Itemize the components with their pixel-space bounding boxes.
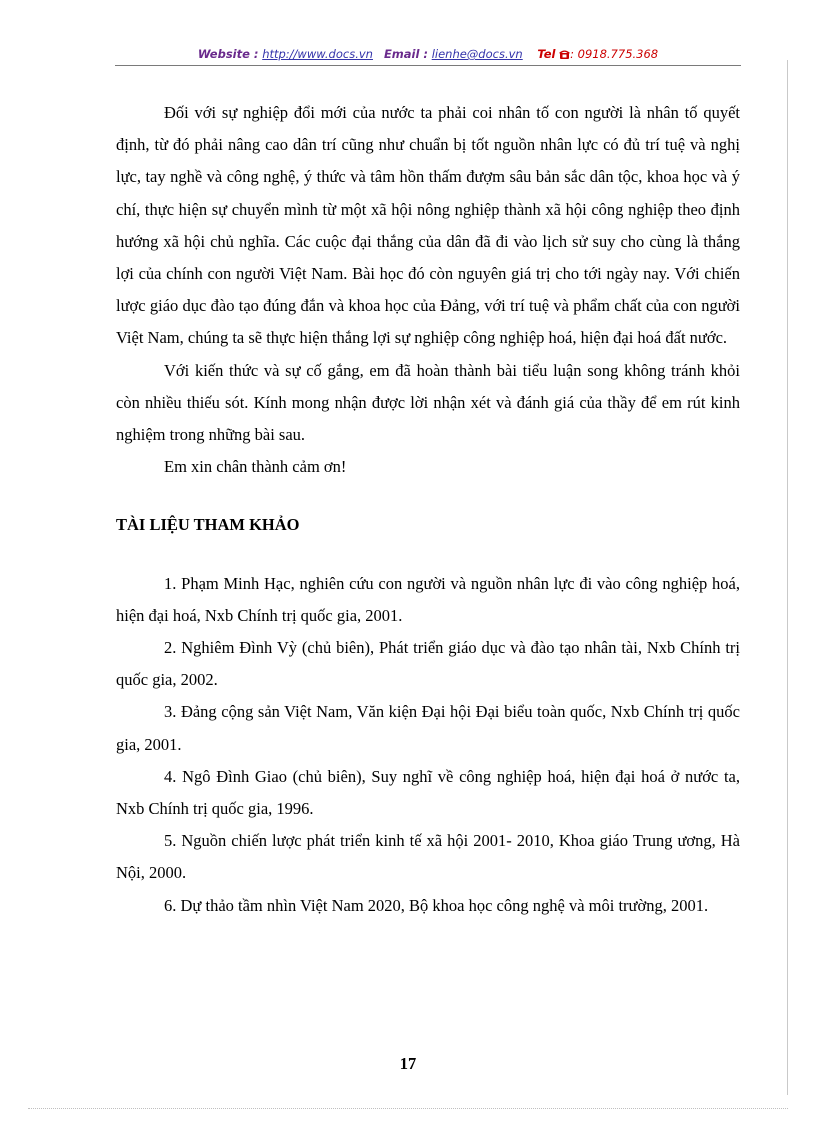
phone-icon — [559, 49, 570, 59]
document-body — [116, 97, 740, 922]
website-label: Website : — [197, 47, 259, 61]
email-separator: : — [419, 47, 429, 61]
page-header — [115, 47, 741, 61]
page-number: 17 — [399, 1054, 417, 1073]
reference-item: 6. Dự thảo tầm nhìn Việt Nam 2020, Bộ khoa học công nghệ và môi trường, 2001. — [164, 895, 709, 915]
header-rule — [115, 65, 741, 66]
references-title: TÀI LIỆU THAM KHẢO — [116, 515, 300, 535]
paragraph: Với kiến thức và sự cố gắng, em đã hoàn thành bài tiểu luận song không tránh khỏi còn nhiều thiếu sót. Kính mong nhận được lời nhận xét và đánh giá của thầy để em rút kinh nghiệm trong những bài sau. — [116, 360, 740, 445]
website-link[interactable]: http://www.docs.vn — [262, 47, 373, 61]
reference-item: 3. Đảng cộng sản Việt Nam, Văn kiện Đại hội Đại biểu toàn quốc, Nxb Chính trị quốc gia, 2001. — [116, 702, 740, 754]
paragraph: Đối với sự nghiệp đổi mới của nước ta phải coi nhân tố con người là nhân tố quyết định, từ đó phải nâng cao dân trí cũng như chuẩn bị tốt nguồn nhân lực có đủ trí tuệ và nghị lực, tay nghề và công nghệ, ý thức và tâm hồn thấm đượm sâu bản sắc dân tộc, khoa học và ý chí, thực hiện sự chuyển mình từ một xã hội nông nghiệp thành xã hội công nghiệp theo định hướng xã hội chủ nghĩa. Các cuộc đại thắng của dân đã đi vào lịch sử suy cho cùng là thắng lợi của chính con người Việt Nam. Bài học đó còn nguyên giá trị cho tới ngày nay. Với chiến lược giáo dục đào tạo đúng đắn và khoa học của Đảng, với trí tuệ và phẩm chất của con người Việt Nam, chúng ta sẽ thực hiện thắng lợi sự nghiệp công nghiệp hoá, hiện đại hoá đất nước. — [116, 103, 740, 348]
reference-item: 4. Ngô Đình Giao (chủ biên), Suy nghĩ về công nghiệp hoá, hiện đại hoá ở nước ta, Nxb Chính trị quốc gia, 1996. — [116, 766, 740, 819]
tel-value: : 0918.775.368 — [570, 47, 659, 61]
tel-label: Tel — [537, 47, 556, 61]
bottom-divider — [28, 1108, 788, 1109]
reference-item: 5. Nguồn chiến lược phát triển kinh tế xã hội 2001- 2010, Khoa giáo Trung ương, Hà Nội, 2000. — [116, 831, 740, 883]
reference-item: 2. Nghiêm Đình Vỳ (chủ biên), Phát triển giáo dục và đào tạo nhân tài, Nxb Chính trị quốc gia, 2002. — [116, 638, 740, 690]
page-border — [787, 60, 788, 1095]
paragraph: Em xin chân thành cảm ơn! — [164, 457, 347, 477]
reference-item: 1. Phạm Minh Hạc, nghiên cứu con người và nguồn nhân lực đi vào công nghiệp hoá, hiện đại hoá, Nxb Chính trị quốc gia, 2001. — [116, 573, 740, 625]
email-label: Email — [383, 47, 420, 61]
email-link[interactable]: lienhe@docs.vn — [431, 47, 523, 61]
